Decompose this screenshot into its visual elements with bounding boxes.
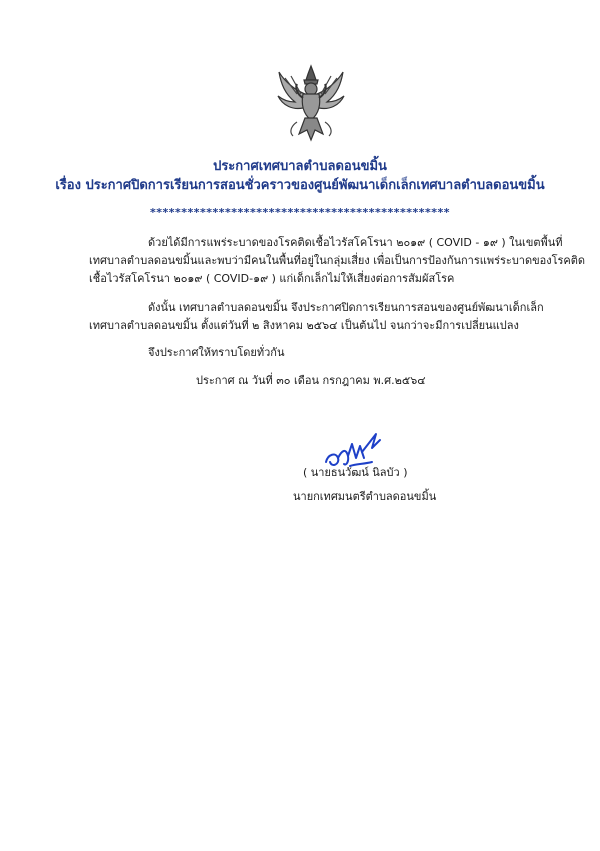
paragraph-2-line-2: เทศบาลตำบลดอนขมิ้น ตั้งแต่วันที่ ๒ สิงหาคม ๒๕๖๔ เป็นต้นไป จนกว่าจะมีการเปลี่ยนแปลง [89,319,519,332]
paragraph-1-line-1: ด้วยได้มีการแพร่ระบาดของโรคติดเชื้อไวรัสโคโรนา ๒๐๑๙ ( COVID - ๑๙ ) ในเขตพื้นที่ [148,236,563,249]
announcement-title: ประกาศเทศบาลตำบลดอนขมิ้น [213,159,387,174]
paragraph-2-line-1: ดังนั้น เทศบาลตำบลดอนขมิ้น จึงประกาศปิดการเรียนการสอนของศูนย์พัฒนาเด็กเล็ก [148,301,544,314]
signatory-position: นายกเทศมนตรีตำบลดอนขมิ้น [293,490,437,503]
paragraph-1-line-2: เทศบาลตำบลดอนขมิ้นและพบว่ามีคนในพื้นที่อยู่ในกลุ่มเสี่ยง เพื่อเป็นการป้องกันการแพร่ระบาดของโรคติด [89,254,586,267]
announcement-subject: เรื่อง ประกาศปิดการเรียนการสอนชั่วคราวของศูนย์พัฒนาเด็กเล็กเทศบาลตำบลดอนขมิ้น [55,178,545,193]
paragraph-3: จึงประกาศให้ทราบโดยทั่วกัน [148,346,285,359]
garuda-emblem-icon [275,64,347,142]
announcement-date: ประกาศ ณ วันที่ ๓๐ เดือน กรกฎาคม พ.ศ.๒๕๖๔ [196,374,426,387]
separator-stars: ************************************************ [149,206,451,219]
signatory-name: ( นายธนวัฒน์ นิลบัว ) [303,466,408,479]
paragraph-1-line-3: เชื้อไวรัสโคโรนา ๒๐๑๙ ( COVID-๑๙ ) แก่เด็กเล็กไม่ให้เสี่ยงต่อการสัมผัสโรค [89,272,455,285]
